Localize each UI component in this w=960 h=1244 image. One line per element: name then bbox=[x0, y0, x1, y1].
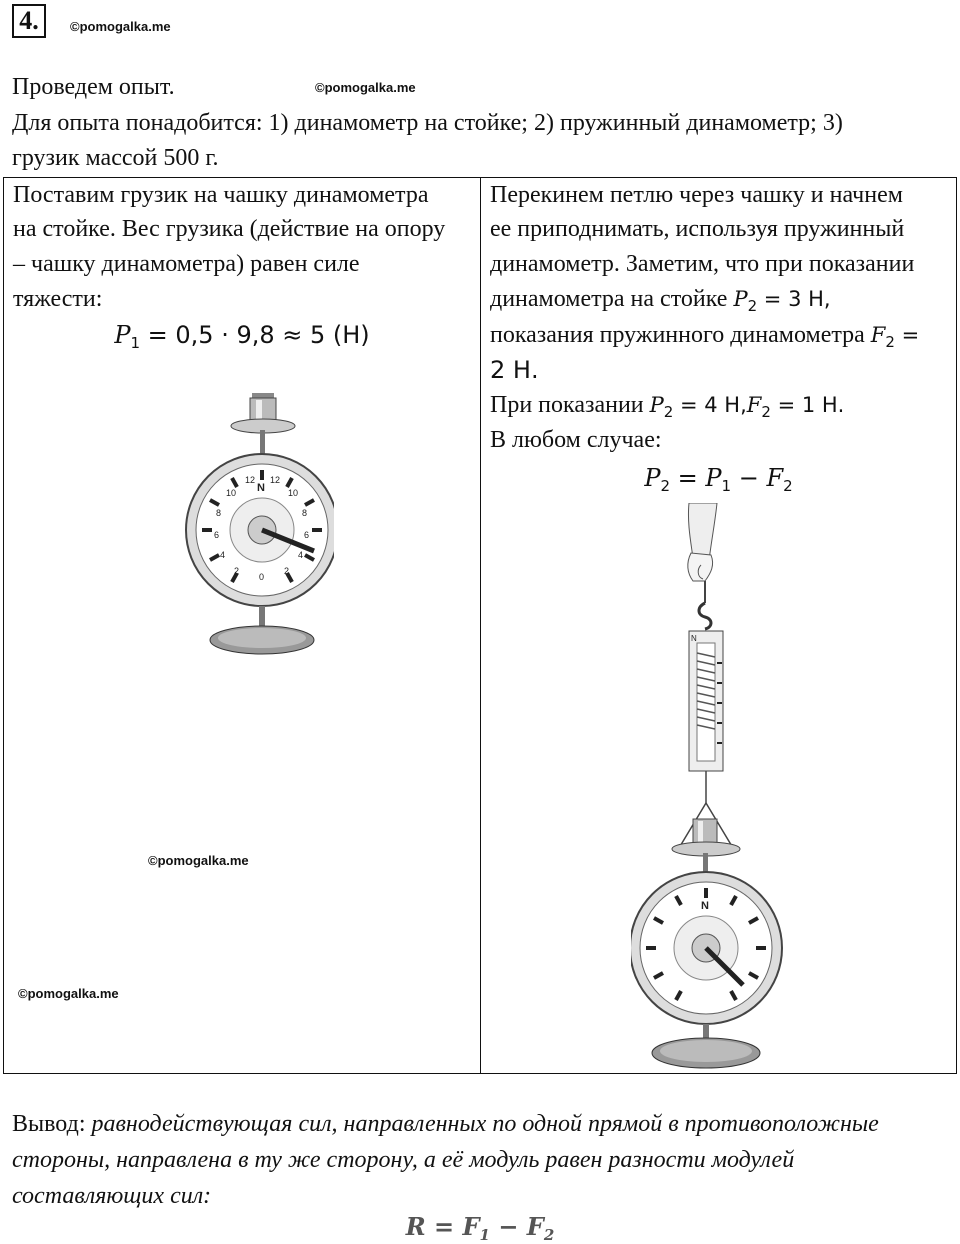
svg-text:2: 2 bbox=[234, 566, 240, 576]
svg-text:4: 4 bbox=[298, 550, 304, 560]
watermark: ©pomogalka.me bbox=[148, 853, 249, 868]
experiment-table bbox=[3, 177, 957, 1074]
svg-text:8: 8 bbox=[302, 508, 308, 518]
svg-text:2: 2 bbox=[284, 566, 290, 576]
conclusion-line-2: стороны, направлена в ту же сторону, а её модуль равен разности модулей bbox=[12, 1147, 795, 1173]
right-text-line: динамометра на стойке $P_2 = 3$ Н, bbox=[490, 286, 831, 315]
watermark: ©pomogalka.me bbox=[70, 19, 171, 34]
svg-text:6: 6 bbox=[304, 530, 310, 540]
left-text-line: тяжести: bbox=[13, 286, 103, 312]
svg-text:10: 10 bbox=[288, 488, 299, 498]
left-text-line: на стойке. Вес грузика (действие на опору bbox=[13, 216, 446, 242]
right-formula: $P_2 = P_1 - F_2$ bbox=[644, 464, 793, 495]
svg-text:N: N bbox=[257, 482, 265, 494]
svg-text:12: 12 bbox=[270, 475, 281, 485]
svg-text:10: 10 bbox=[226, 488, 237, 498]
right-text-line: Перекинем петлю через чашку и начнем bbox=[490, 182, 903, 208]
svg-text:0: 0 bbox=[259, 572, 265, 582]
watermark: ©pomogalka.me bbox=[315, 80, 416, 95]
conclusion-line-1: Вывод: равнодействующая сил, направленных по одной прямой в противоположные bbox=[12, 1111, 879, 1137]
spring-and-dial-dynamometer-illustration bbox=[631, 503, 821, 1073]
right-text-line: При показании $P_2 = 4$ $Н,F_2 = 1$ Н. bbox=[490, 392, 845, 421]
intro-line-2: Для опыта понадобится: 1) динамометр на стойке; 2) пружинный динамометр; 3) bbox=[12, 110, 843, 136]
left-formula: $P_1 = 0,5 \cdot 9,8 \approx 5$ (Н) bbox=[114, 321, 370, 352]
right-cell bbox=[481, 178, 957, 1074]
right-text-line: В любом случае: bbox=[490, 427, 662, 453]
svg-text:4: 4 bbox=[220, 550, 226, 560]
right-text-line: ее приподнимать, используя пружинный bbox=[490, 216, 905, 242]
right-text-line: показания пружинного динамометра $F_2$ = bbox=[490, 322, 920, 351]
watermark: ©pomogalka.me bbox=[18, 986, 119, 1001]
final-formula: $R = F_1 - F_2$ bbox=[405, 1212, 555, 1244]
svg-text:8: 8 bbox=[216, 508, 222, 518]
intro-line-1: Проведем опыт. bbox=[12, 74, 175, 100]
conclusion-line-3: составляющих сил: bbox=[12, 1183, 212, 1209]
dial-dynamometer-illustration bbox=[154, 388, 334, 668]
left-text-line: Поставим грузик на чашку динамометра bbox=[13, 182, 429, 208]
left-cell bbox=[4, 178, 481, 1074]
right-text-line: 2 Н. bbox=[490, 356, 539, 384]
svg-text:N: N bbox=[691, 634, 697, 643]
intro-line-3: грузик массой 500 г. bbox=[12, 145, 219, 171]
svg-text:12: 12 bbox=[245, 475, 256, 485]
left-text-line: – чашку динамометра) равен силе bbox=[13, 251, 360, 277]
task-number: 4. bbox=[12, 4, 46, 38]
svg-text:N: N bbox=[701, 900, 709, 912]
right-text-line: динамометр. Заметим, что при показании bbox=[490, 251, 915, 277]
svg-text:6: 6 bbox=[214, 530, 220, 540]
